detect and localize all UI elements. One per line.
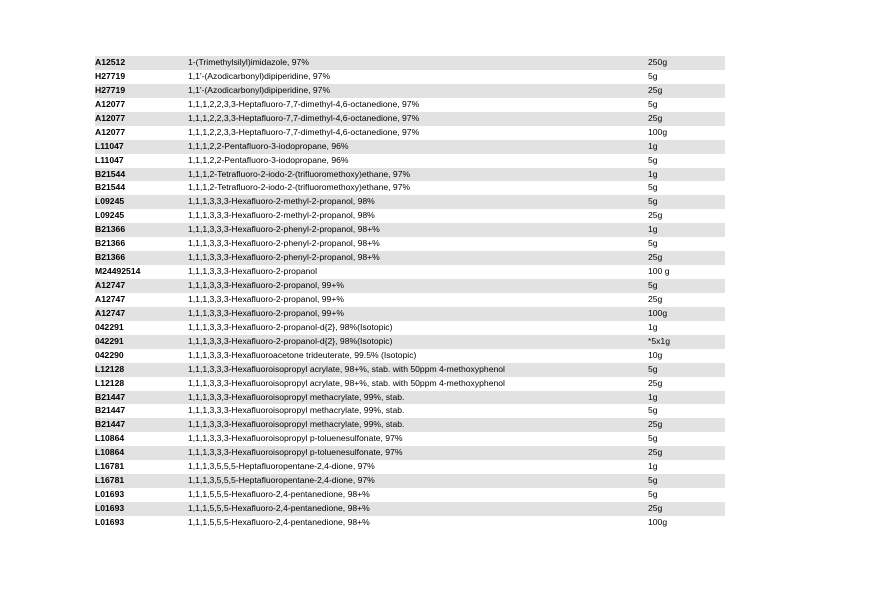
pack-size: 5g: [648, 196, 658, 207]
table-row: [95, 432, 725, 446]
pack-size: 100 g: [648, 266, 670, 277]
product-name: 1,1,1,5,5,5-Hexafluoro-2,4-pentanedione, 98+%: [188, 516, 370, 527]
product-name: 1,1,1,3,3,3-Hexafluoro-2-propanol: [188, 266, 317, 277]
product-name: 1,1,1,2-Tetrafluoro-2-iodo-2-(trifluoromethoxy)ethane, 97%: [188, 168, 411, 179]
product-code: A12077: [95, 112, 126, 123]
table-row: [95, 70, 725, 84]
product-code: L09245: [95, 210, 125, 221]
product-name: 1,1,1,3,3,3-Hexafluoro-2-methyl-2-propanol, 98%: [188, 196, 375, 207]
pack-size: 1g: [648, 461, 658, 472]
product-name: 1,1,1,2,2-Pentafluoro-3-iodopropane, 96%: [188, 154, 349, 165]
table-row: [95, 474, 725, 488]
pack-size: 1g: [648, 140, 658, 151]
table-row: [95, 98, 725, 112]
table-row: [95, 404, 725, 418]
product-code: B21447: [95, 405, 126, 416]
pack-size: 25g: [648, 293, 663, 304]
product-code: B21366: [95, 252, 126, 263]
product-code: A12512: [95, 57, 126, 67]
product-name: 1,1,1,2,2-Pentafluoro-3-iodopropane, 96%: [188, 140, 349, 151]
table-row: [95, 251, 725, 265]
product-code: B21366: [95, 224, 126, 235]
product-name: 1,1,1,3,3,3-Hexafluoroisopropyl methacrylate, 99%, stab.: [188, 391, 405, 402]
pack-size: 5g: [648, 363, 658, 374]
product-code: A12077: [95, 126, 126, 137]
pack-size: 25g: [648, 419, 663, 430]
product-code: L12128: [95, 363, 125, 374]
table-row: [95, 321, 725, 335]
pack-size: 5g: [648, 182, 658, 193]
table-row: [95, 363, 725, 377]
product-code: B21544: [95, 168, 126, 179]
pack-size: 1g: [648, 224, 658, 235]
product-code: A12747: [95, 293, 126, 304]
product-name: 1,1,1,2-Tetrafluoro-2-iodo-2-(trifluoromethoxy)ethane, 97%: [188, 182, 411, 193]
product-code: L12128: [95, 377, 125, 388]
product-code: B21544: [95, 182, 126, 193]
table-row: [95, 265, 725, 279]
product-name: 1,1,1,3,5,5,5-Heptafluoropentane-2,4-dione, 97%: [188, 461, 375, 472]
table-row: [95, 195, 725, 209]
product-name: 1,1,1,3,3,3-Hexafluoroisopropyl acrylate, 98+%, stab. with 50ppm 4-methoxyphenol: [188, 363, 505, 374]
product-name: 1,1,1,3,3,3-Hexafluoroisopropyl acrylate, 98+%, stab. with 50ppm 4-methoxyphenol: [188, 377, 505, 388]
table-row: [95, 293, 725, 307]
pack-size: 100g: [648, 516, 668, 527]
product-code: L01693: [95, 503, 125, 513]
product-code: L09245: [95, 196, 125, 207]
table-row: [95, 223, 725, 237]
table-row: [95, 418, 725, 432]
product-name: 1-(Trimethylsilyl)imidazole, 97%: [188, 57, 309, 67]
product-code: L01693: [95, 489, 125, 500]
pack-size: 250g: [648, 57, 668, 67]
pack-size: *5x1g: [648, 335, 670, 346]
pack-size: 5g: [648, 489, 658, 500]
product-name: 1,1,1,5,5,5-Hexafluoro-2,4-pentanedione, 98+%: [188, 503, 370, 513]
product-name: 1,1,1,3,3,3-Hexafluoro-2-propanol, 99+%: [188, 293, 344, 304]
pack-size: 25g: [648, 112, 663, 123]
product-name: 1,1'-(Azodicarbonyl)dipiperidine, 97%: [188, 84, 331, 95]
product-code: B21366: [95, 238, 126, 249]
table-row: [95, 154, 725, 168]
product-name: 1,1,1,3,3,3-Hexafluoro-2-phenyl-2-propanol, 98+%: [188, 252, 380, 263]
pack-size: 5g: [648, 433, 658, 444]
table-row: [95, 279, 725, 293]
pack-size: 1g: [648, 391, 658, 402]
table-row: [95, 84, 725, 98]
table-row: [95, 391, 725, 405]
product-name: 1,1,1,3,3,3-Hexafluoro-2-propanol, 99+%: [188, 280, 344, 290]
pack-size: 5g: [648, 405, 658, 416]
table-row: [95, 126, 725, 140]
pack-size: 100g: [648, 126, 668, 137]
pack-size: 25g: [648, 210, 663, 221]
product-name: 1,1,1,3,3,3-Hexafluoroisopropyl methacrylate, 99%, stab.: [188, 419, 405, 430]
product-code: L10864: [95, 433, 125, 444]
pack-size: 25g: [648, 447, 663, 458]
product-code: B21447: [95, 391, 126, 402]
table-row: [95, 168, 725, 182]
table-row: [95, 460, 725, 474]
table-row: [95, 140, 725, 154]
product-code: H27719: [95, 84, 126, 95]
product-name: 1,1,1,2,2,3,3-Heptafluoro-7,7-dimethyl-4,6-octanedione, 97%: [188, 112, 420, 123]
product-name: 1,1,1,3,3,3-Hexafluoro-2-phenyl-2-propanol, 98+%: [188, 238, 380, 249]
pack-size: 5g: [648, 280, 658, 290]
table-row: [95, 488, 725, 502]
pack-size: 25g: [648, 252, 663, 263]
product-table: [95, 56, 725, 530]
pack-size: 25g: [648, 377, 663, 388]
pack-size: 25g: [648, 503, 663, 513]
table-row: [95, 237, 725, 251]
product-code: M24492514: [95, 266, 141, 277]
pack-size: 1g: [648, 168, 658, 179]
product-name: 1,1,1,3,3,3-Hexafluoroisopropyl p-toluenesulfonate, 97%: [188, 447, 403, 458]
product-name: 1,1,1,2,2,3,3-Heptafluoro-7,7-dimethyl-4,6-octanedione, 97%: [188, 98, 420, 109]
pack-size: 25g: [648, 84, 663, 95]
table-row: [95, 377, 725, 391]
product-name: 1,1,1,3,3,3-Hexafluoroacetone trideuterate, 99.5% (Isotopic): [188, 349, 417, 360]
table-row: [95, 446, 725, 460]
product-name: 1,1,1,3,3,3-Hexafluoro-2-propanol-d{2}, 98%(Isotopic): [188, 335, 393, 346]
product-code: L01693: [95, 516, 125, 527]
table-row: [95, 307, 725, 321]
product-name: 1,1,1,3,3,3-Hexafluoro-2-propanol, 99+%: [188, 307, 344, 318]
product-code: 042291: [95, 335, 124, 346]
table-row: [95, 56, 725, 70]
product-name: 1,1,1,2,2,3,3-Heptafluoro-7,7-dimethyl-4,6-octanedione, 97%: [188, 126, 420, 137]
table-row: [95, 516, 725, 530]
product-name: 1,1,1,3,3,3-Hexafluoro-2-methyl-2-propanol, 98%: [188, 210, 375, 221]
product-name: 1,1,1,3,3,3-Hexafluoroisopropyl methacrylate, 99%, stab.: [188, 405, 405, 416]
product-code: A12747: [95, 280, 126, 290]
table-row: [95, 112, 725, 126]
pack-size: 5g: [648, 475, 658, 486]
table-row: [95, 349, 725, 363]
pack-size: 5g: [648, 154, 658, 165]
product-code: L10864: [95, 447, 125, 458]
table-row: [95, 209, 725, 223]
table-row: [95, 335, 725, 349]
product-code: B21447: [95, 419, 126, 430]
product-code: 042290: [95, 349, 124, 360]
product-code: A12077: [95, 98, 126, 109]
table-row: [95, 502, 725, 516]
product-code: L11047: [95, 140, 124, 151]
product-name: 1,1,1,3,3,3-Hexafluoro-2-propanol-d{2}, 98%(Isotopic): [188, 321, 393, 332]
product-name: 1,1'-(Azodicarbonyl)dipiperidine, 97%: [188, 70, 331, 81]
product-code: A12747: [95, 307, 126, 318]
product-name: 1,1,1,3,5,5,5-Heptafluoropentane-2,4-dione, 97%: [188, 475, 375, 486]
pack-size: 10g: [648, 349, 663, 360]
pack-size: 5g: [648, 70, 658, 81]
product-code: 042291: [95, 321, 124, 332]
pack-size: 5g: [648, 238, 658, 249]
pack-size: 100g: [648, 307, 668, 318]
product-name: 1,1,1,5,5,5-Hexafluoro-2,4-pentanedione, 98+%: [188, 489, 370, 500]
product-code: L11047: [95, 154, 124, 165]
product-name: 1,1,1,3,3,3-Hexafluoroisopropyl p-toluenesulfonate, 97%: [188, 433, 403, 444]
pack-size: 1g: [648, 321, 658, 332]
pack-size: 5g: [648, 98, 658, 109]
product-code: H27719: [95, 70, 126, 81]
product-name: 1,1,1,3,3,3-Hexafluoro-2-phenyl-2-propanol, 98+%: [188, 224, 380, 235]
table-row: [95, 181, 725, 195]
product-code: L16781: [95, 475, 125, 486]
product-code: L16781: [95, 461, 125, 472]
